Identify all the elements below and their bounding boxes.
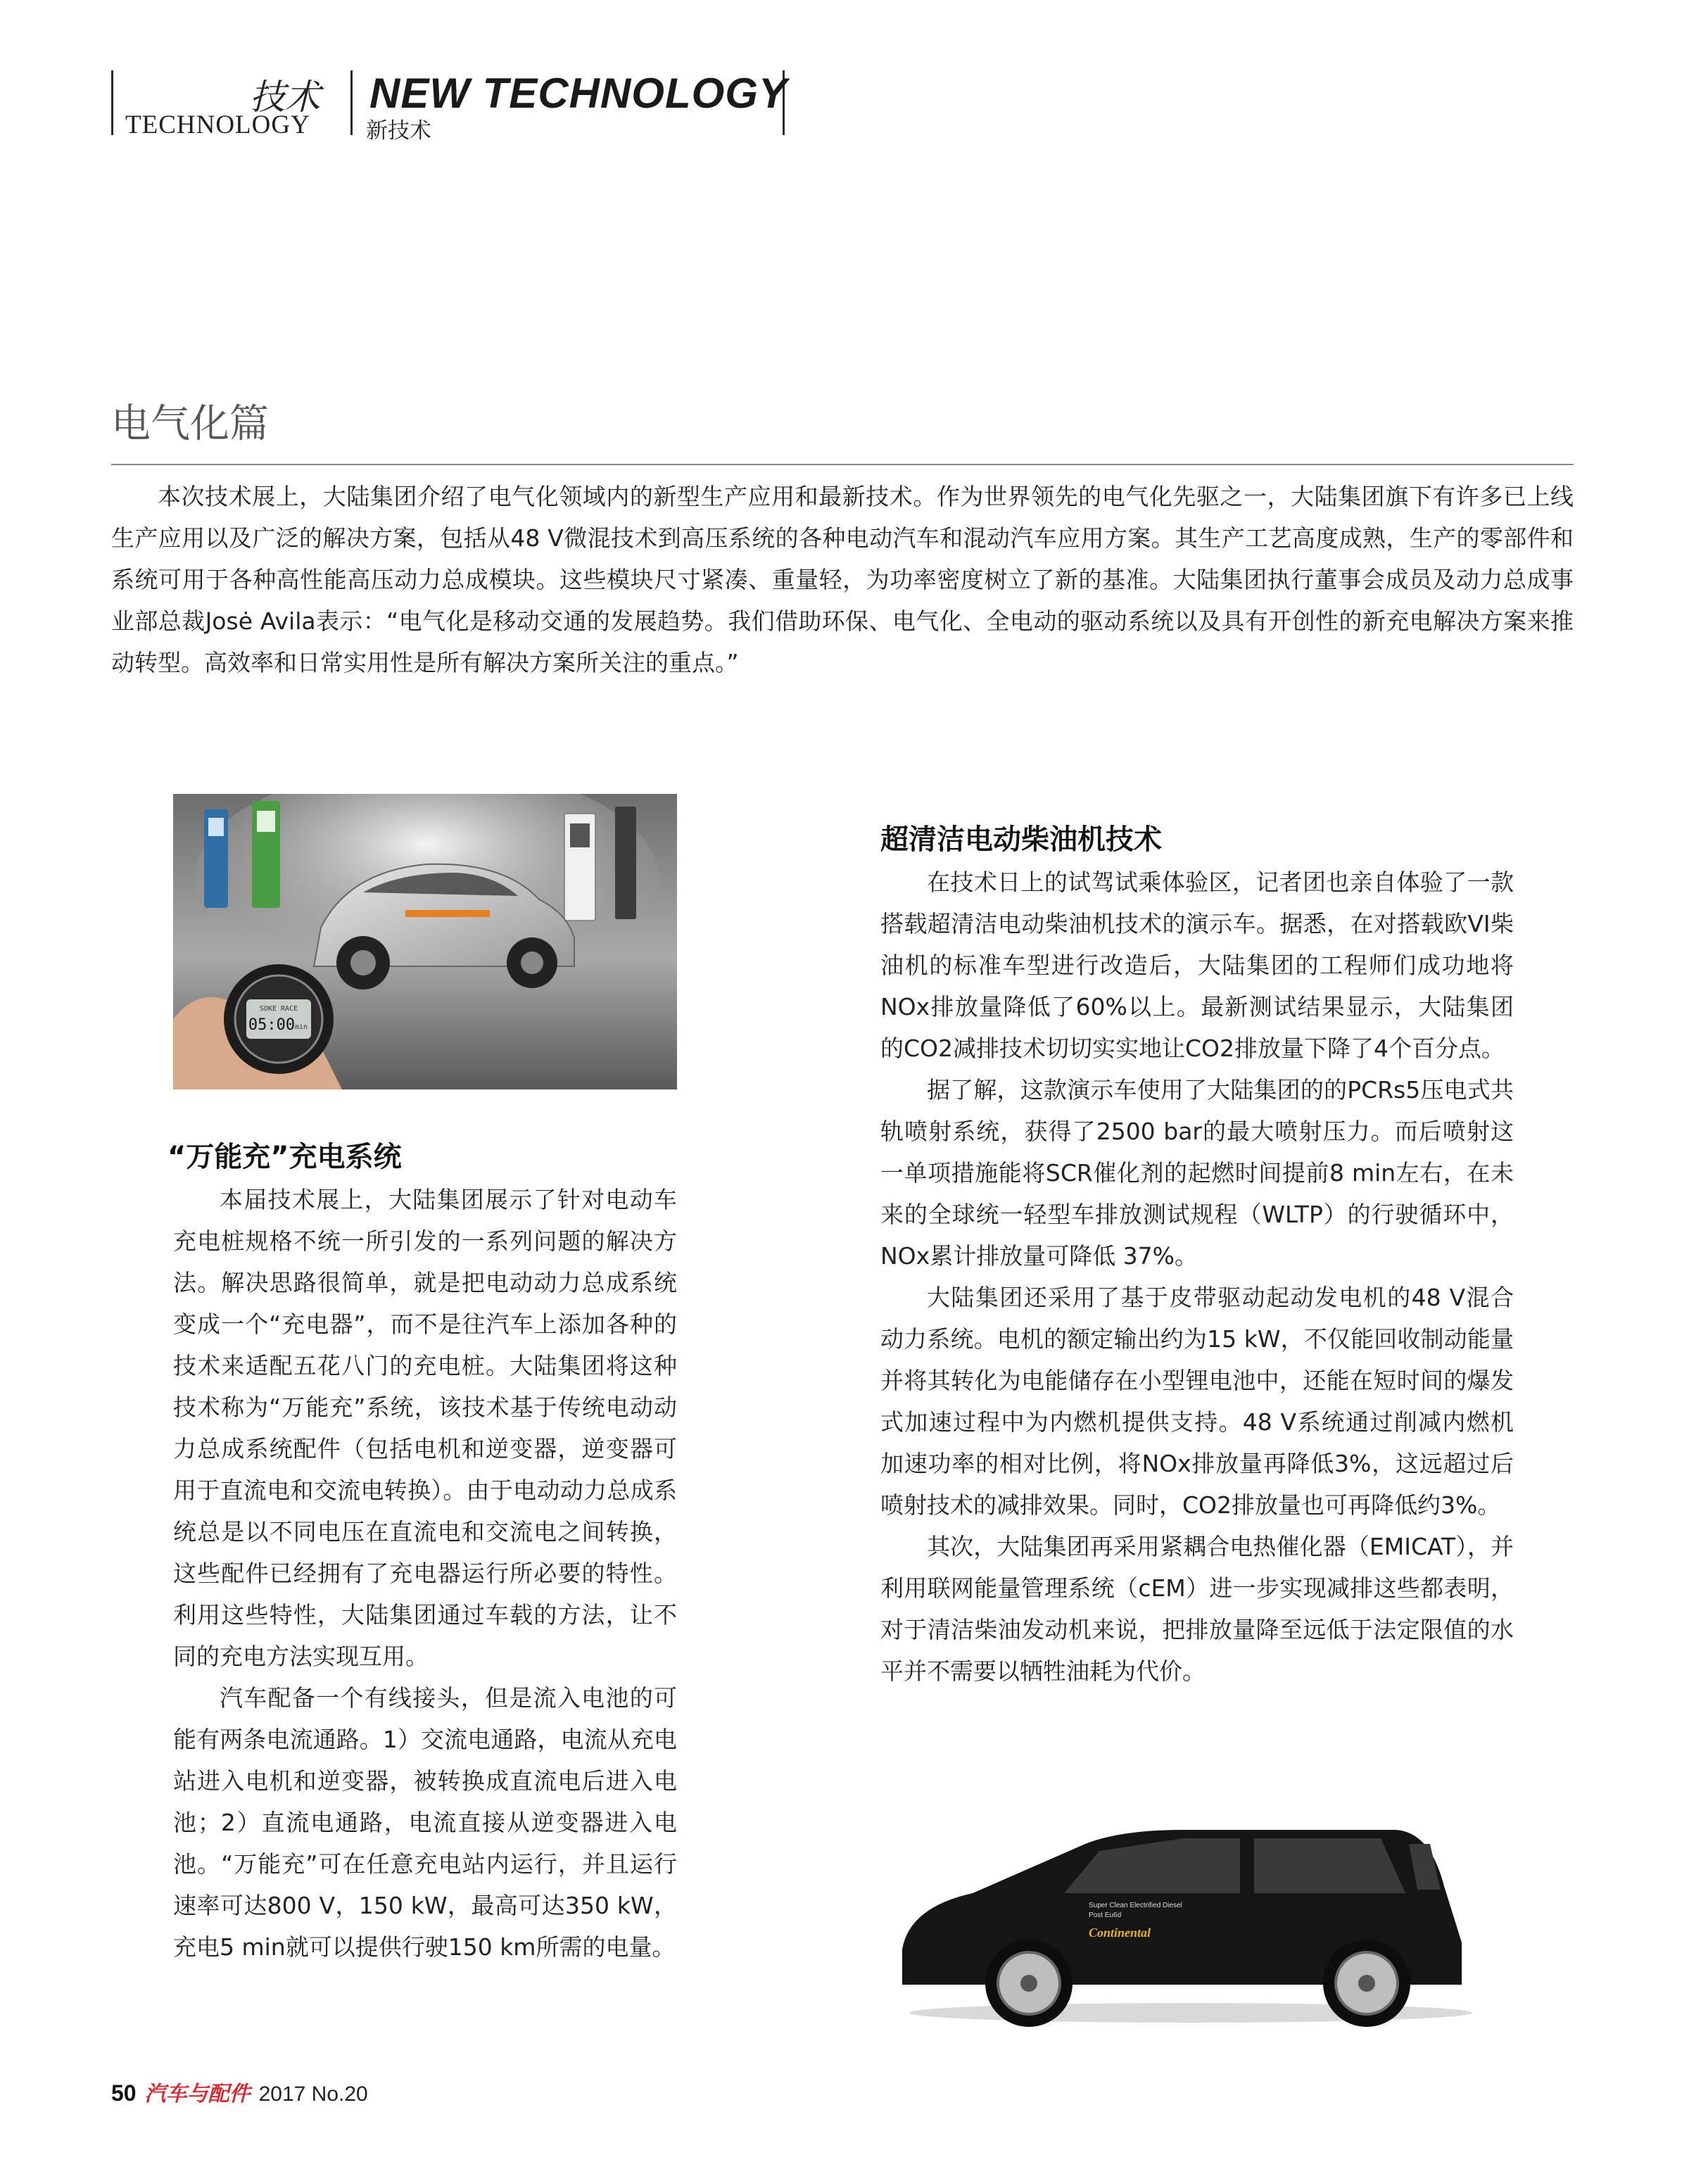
header-section-zh: 新技术 xyxy=(366,118,431,144)
header-section-en: NEW TECHNOLOGY xyxy=(369,70,787,117)
stopwatch-label: SOKE RACE xyxy=(259,1005,298,1013)
intro-paragraph: 本次技术展上，大陆集团介绍了电气化领域内的新型生产应用和最新技术。作为世界领先的电气化先驱之一，大陆集团旗下有许多已上线生产应用以及广泛的解决方案，包括从48 V微混技术到高压系统的各种电动汽车和混动汽车应用方案。其生产工艺高度成熟，生产的零部件和系统可用于各种高性能高压动力总成模块。这些模块尺寸紧凑、重量轻，为功率密度树立了新的基准。大陆集团执行董事会成员及动力总成事业部总裁Josė Avila表示：“电气化是移动交通的发展趋势。我们借助环保、电气化、全电动的驱动系统以及具有开创性的新充电解决方案来推动转型。高效率和日常实用性是所有解决方案所关注的重点。” xyxy=(111,483,1574,676)
header-divider-bar xyxy=(350,70,353,135)
left-column xyxy=(167,1135,677,1968)
right-column-paragraph: 据了解，这款演示车使用了大陆集团的的PCRs5压电式共轨喷射系统，获得了2500 bar的最大喷射压力。而后喷射这一单项措施能将SCR催化剂的起燃时间提前8 min左右，在未来的全球统一轻型车排放测试规程（WLTP）的行驶循环中，NOx累计排放量可降低 37%。 xyxy=(880,1076,1514,1270)
footer xyxy=(111,2076,368,2107)
stopwatch-unit: min xyxy=(294,1023,308,1031)
section-rule xyxy=(111,464,1574,465)
left-column-title: “万能充”充电系统 xyxy=(167,1141,402,1173)
car-door-text-2: Post Eu6d xyxy=(1089,1911,1122,1919)
charging-photo-illustration xyxy=(173,794,677,1089)
header-left-bar xyxy=(111,70,113,135)
left-column-paragraph: 汽车配备一个有线接头，但是流入电池的可能有两条电流通路。1）交流电通路，电流从充电站进入电机和逆变器，被转换成直流电后进入电池；2）直流电通路，电流直接从逆变器进入电池。“万能充”可在任意充电站内运行，并且运行速率可达800 V，150 kW，最高可达350 kW，充电5 min就可以提供行驶150 km所需的电量。 xyxy=(173,1684,677,1961)
section-title: 电气化篇 xyxy=(111,401,269,447)
charging-station-green xyxy=(252,801,280,908)
right-column xyxy=(880,818,1514,1692)
page-number: 50 xyxy=(111,2080,137,2106)
intro-block xyxy=(111,476,1574,683)
charging-station-dark xyxy=(615,807,636,919)
issue-number: 2017 No.20 xyxy=(258,2083,368,2106)
header-category-en: TECHNOLOGY xyxy=(125,110,310,139)
charging-station-white xyxy=(564,814,595,921)
stopwatch-time: 05:00 xyxy=(248,1016,296,1034)
left-column-paragraph: 本届技术展上，大陆集团展示了针对电动车充电桩规格不统一所引发的一系列问题的解决方法。解决思路很简单，就是把电动动力总成系统变成一个“充电器”，而不是往汽车上添加各种的技术来适配五花八门的充电桩。大陆集团将这种技术称为“万能充”系统，该技术基于传统电动动力总成系统配件（包括电机和逆变器，逆变器可用于直流电和交流电转换）。由于电动动力总成系统总是以不同电压在直流电和交流电之间转换，这些配件已经拥有了充电器运行所必要的特性。利用这些特性，大陆集团通过车载的方法，让不同的充电方法实现互用。 xyxy=(173,1186,677,1670)
charging-station-blue xyxy=(204,809,228,908)
header-category-zh: 技术 xyxy=(250,77,320,118)
right-column-paragraph: 其次，大陆集团再采用紧耦合电热催化器（EMICAT），并利用联网能量管理系统（cEM）进一步实现减排这些都表明，对于清洁柴油发动机来说，把排放量降至远低于法定限值的水平并不需要以牺牲油耗为代价。 xyxy=(880,1533,1514,1685)
right-column-title: 超清洁电动柴油机技术 xyxy=(880,823,1162,856)
charging-system-photo xyxy=(173,794,677,1089)
car-door-text-1: Super Clean Electrified Diesel xyxy=(1089,1902,1182,1909)
car-brand-logo: Continental xyxy=(1089,1926,1151,1940)
right-column-paragraph: 在技术日上的试驾试乘体验区，记者团也亲自体验了一款搭载超清洁电动柴油机技术的演示车。据悉，在对搭载欧VI柴油机的标准车型进行改造后，大陆集团的工程师们成功地将NOx排放量降低了60%以上。最新测试结果显示，大陆集团的CO2减排技术切切实实地让CO2排放量下降了4个百分点。 xyxy=(880,868,1514,1062)
right-column-paragraph: 大陆集团还采用了基于皮带驱动起动发电机的48 V混合动力系统。电机的额定输出约为15 kW，不仅能回收制动能量并将其转化为电能储存在小型锂电池中，还能在短时间的爆发式加速过程中为内燃机提供支持。48 V系统通过削减内燃机加速功率的相对比例，将NOx排放量再降低3%，这远超过后喷射技术的减排效果。同时，CO2排放量也可再降低约3%。 xyxy=(880,1284,1514,1519)
diesel-demo-car-photo xyxy=(888,1802,1493,2027)
magazine-name: 汽车与配件 xyxy=(144,2082,251,2106)
diesel-car-illustration xyxy=(888,1802,1493,2027)
